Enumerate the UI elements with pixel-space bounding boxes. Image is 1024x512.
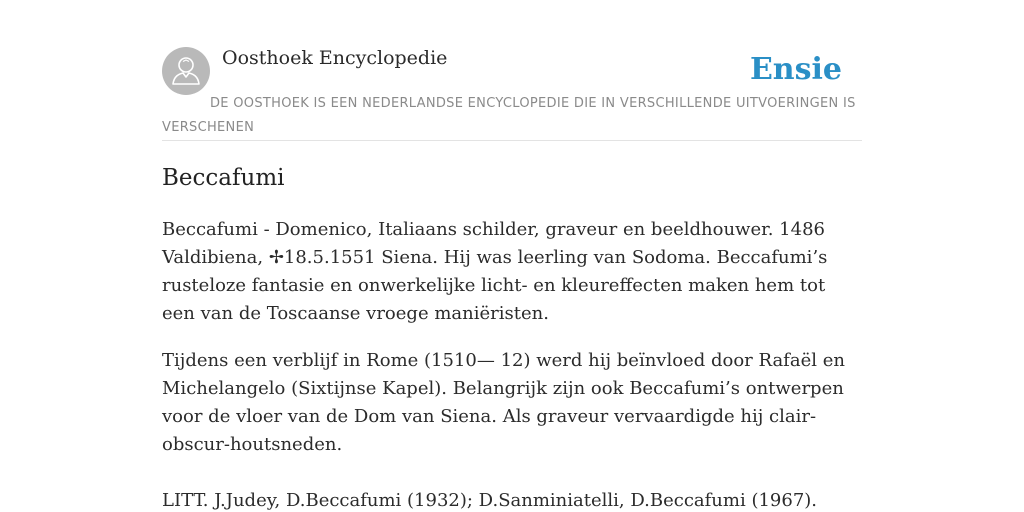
article-body (162, 216, 862, 512)
article-paragraph: Tijdens een verblijf in Rome (1510— 12) werd hij beïnvloed door Rafaël en Michelangelo (Sixtijnse Kapel). Belangrijk zijn ook Beccafumi’s ontwerpen voor de vloer van de Dom van Siena. Als graveur vervaardigde hij clair-obscur-houtsneden. (162, 350, 845, 455)
source-name-link[interactable]: Oosthoek Encyclopedie (222, 47, 448, 69)
source-header (162, 46, 862, 141)
source-avatar[interactable] (162, 47, 210, 95)
source-tagline: DE OOSTHOEK IS EEN NEDERLANDSE ENCYCLOPEDIE DIE IN VERSCHILLENDE UITVOERINGEN IS VERSCHENEN (162, 96, 856, 135)
brand-logo-link[interactable]: Ensie (749, 52, 842, 87)
literature-reference: LITT. J.Judey, D.Beccafumi (1932); D.Sanminiatelli, D.Beccafumi (1967). (162, 490, 818, 511)
article-title: Beccafumi (162, 165, 285, 191)
user-icon (162, 47, 210, 95)
article-paragraph: Beccafumi - Domenico, Italiaans schilder, graveur en beeldhouwer. 1486 Valdibiena, ✢18.5.1551 Siena. Hij was leerling van Sodoma. Beccafumi’s rusteloze fantasie en onwerkelijke licht- en kleureffecten maken hem tot een van de Toscaanse vroege maniëristen. (162, 219, 828, 324)
